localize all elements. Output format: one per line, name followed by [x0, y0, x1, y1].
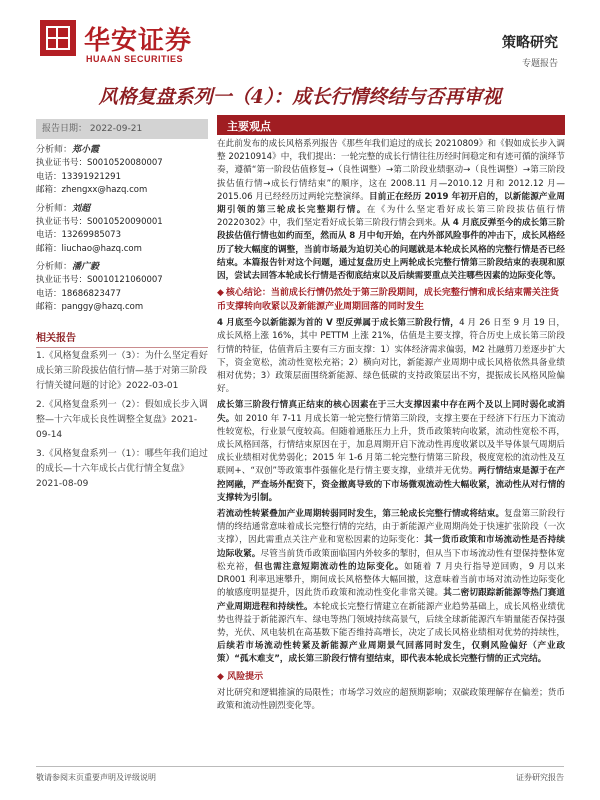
disclaimer-note: 敬请参阅末页重要声明及评级说明 [36, 773, 156, 782]
footer-label: 证券研究报告 [516, 773, 564, 782]
related-reports-list [36, 349, 208, 496]
analyst-role: 分析师： [36, 262, 73, 272]
company-name-en: HUAAN SECURITIES [86, 54, 184, 64]
analyst-email[interactable]: 邮箱：panggy@hazq.com [36, 302, 144, 312]
report-subtype: 专题报告 [521, 59, 558, 69]
analyst-block [36, 260, 208, 315]
text-span-bold: 两行情结束是源于在产控网融，严查场外配资下，资金撤离导致的下市场微观流动性大幅收紧，流动性从对行情的支撑转为引制。 [217, 466, 565, 503]
report-type: 策略研究 [502, 35, 558, 51]
analyst-email[interactable]: 邮箱：liuchao@hazq.com [36, 243, 142, 254]
analyst-role: 分析师： [36, 145, 73, 155]
text-span: 如随着 7 月央行指导逆回购，9 月以来 DR001 利率迅速攀升，期间成长风格整体大幅回撤，这意味着当前市场对流动性边际变化的敏感度明显提升，因此货币政策和流动性变化非常关键。 [217, 561, 565, 599]
related-report-link[interactable]: 3.《风格复盘系列一（1）：哪些年我们追过的成长—十六年成长占优行情全复盘》2021-08-09 [36, 449, 208, 489]
text-span: 在此前发布的成长风格系列报告《那些年我们追过的成长 20210809》和《假如成长步入调整 20210914》中，我们提出：一轮完整的成长行情往往历经时间稳定和有迹可循的演绎节奏，遵循“第一阶段估值修复→（良性调整）→第二阶段业绩驱动→（良性调整）→第三阶段拔估值行情→成长行情结束”的顺序，这在 2008.11 月—2010.12 月和 2012.12 月—2015.06 月已经经历过两轮完整演绎。 [217, 139, 565, 202]
key-conclusion-text: 核心结论：当前成长行情仍然处于第三阶段期间，成长完整行情和成长结束需关注货币支撑转向收紧以及新能源产业周期回落的同时发生 [217, 288, 559, 312]
company-logo-icon [40, 20, 76, 56]
text-span-bold: 若流动性转紧叠加产业周期转弱同时发生，第三轮成长完整行情或将结束。 [217, 509, 505, 520]
paragraph [217, 399, 565, 505]
related-report-link[interactable]: 1.《风格复盘系列一（3）：为什么坚定看好成长第三阶段拔估值行情—基于对第三阶段行情关键问题的讨论》2022-03-01 [36, 351, 208, 391]
risk-heading-text: 风险提示 [227, 671, 264, 682]
analyst-email[interactable]: 邮箱：zhengxx@hazq.com [36, 185, 148, 195]
text-span-bold: 但也需注意短期流动性的边际变化。 [254, 561, 405, 572]
analyst-phone: 电话：13391921291 [36, 171, 121, 182]
section-header [217, 115, 565, 135]
analyst-block [36, 143, 208, 198]
analyst-block [36, 202, 208, 257]
paragraph [217, 508, 565, 666]
analyst-role: 分析师： [36, 203, 73, 214]
text-span: 尽管当前货币政策面临国内外较多的掣肘，但从当下市场流动性有望保持整体宽松充裕， [217, 548, 565, 572]
report-header [0, 0, 600, 80]
text-span: 复盘第三阶段行情的终结通常意味着成长完整行情的完结，由于新能源产业周期尚处于快速扩张阶段（一次支撑），因此需重点关注产业和宽松因素的边际变化： [217, 509, 565, 546]
section-title: 主要观点 [227, 120, 271, 133]
text-span: 在《为什么坚定看好成长第三阶段拔估值行情 20220302》中，我们坚定看好成长第三阶段行情会到来。 [217, 205, 565, 229]
company-name-cn: 华安证券 [84, 26, 193, 56]
analyst-name: 郑小霞 [72, 145, 100, 155]
analyst-cert: 执业证书号：S0010520090001 [36, 216, 163, 227]
diamond-bullet-icon: ◆ [217, 671, 228, 682]
related-report-link[interactable]: 2.《风格复盘系列一（2）：假如成长步入调整—十六年成长良性调整全复盘》2021-09-14 [36, 400, 208, 440]
main-content [217, 115, 565, 713]
text-span-bold: 目前正在经历 2019 年初开启的，以新能源产业周期引领的第三轮成长完整期行情。 [217, 191, 565, 216]
left-sidebar [36, 119, 208, 489]
text-span-bold: 4 月底至今以新能源为首的 V 型反弹属于成长第三阶段行情， [217, 318, 460, 329]
text-span-bold: 其二密切跟踪新能源等热门赛道产业周期进程和持续性。 [217, 588, 565, 612]
analyst-name: 潘广毅 [72, 262, 100, 272]
analyst-name: 刘超 [72, 203, 91, 214]
report-date: 报告日期： 2022-09-21 [36, 119, 208, 139]
analyst-cert: 执业证书号：S0010121060007 [36, 275, 163, 285]
key-conclusion [217, 287, 565, 314]
risk-paragraph: 对比研究和逻辑推演的局限性；市场学习效应的超预期影响；双碳政策理解存在偏差；货币政策和流动性剧烈变化等。 [217, 687, 565, 711]
text-span-bold: 成长第三阶段行情真正结束的核心因素在于三大支撑因素中存在两个及以上同时弱化或消失。 [217, 400, 565, 424]
report-title: 风格复盘系列一（4）：成长行情终结与否再审视 [98, 86, 502, 108]
text-span-bold: 从 4 月底反弹至今的成长第三阶段拔估值行情也如约而至，然而从 8 月中旬开始，在内外部风险事件的冲击下，成长风格经历了较大幅度的调整，当前市场最为迫切关心的问题就是本轮成长风格的完整行情是否已经结束。本篇报告针对这个问题，通过复盘历史上两轮成长完整行情第三阶段结束的表现和原因，尝试去回答本轮成长行情是否彻底结束以及后续需要重点关注哪些因素的边际变化等。 [217, 218, 566, 282]
diamond-bullet-icon: ◆ [217, 288, 224, 299]
text-span-bold: 后续若市场流动性转紧及新能源产业周期景气回落同时发生，仅剩风险偏好（产业政策）“孤木难支”，成长第三阶段行情有望结束，即代表本轮成长完整行情的正式完结。 [217, 641, 565, 665]
text-span: 如 2010 年 7-11 月成长第一轮完整行情第三阶段，支撑主要在于经济下行压力下流动性较宽松，行业景气度较高。但随着通胀压力上升，货币政策转向收紧，流动性宽松不再，成长风格回落，行情结束原因在于，加息周期开启下流动性再度收紧以及半导体景气周期后成长业绩相对优势弱化；2015 年 1-6 月第二轮完整行情第三阶段，极度宽松的流动性及互联网+、“双创”等政策事件强催化是行情主要支撑，业绩并无优势。 [217, 413, 565, 477]
analyst-cert: 执业证书号：S0010520080007 [36, 158, 163, 168]
analyst-phone: 电话：18686823477 [36, 288, 121, 299]
text-span: 本轮成长完整行情建立在新能源产业趋势基础上，成长风格业绩优势也得益于新能源汽车、绿电等热门领域持续高景气，后续全球新能源汽车销量能否保持强势，光伏、风电装机在高基数下能否维持高增长，决定了成长风格业绩相对优势的持续性， [217, 601, 565, 638]
analyst-phone: 电话：13269985073 [36, 230, 121, 240]
risk-heading [217, 670, 565, 684]
related-reports-heading: 相关报告 [36, 329, 208, 348]
paragraph [217, 138, 565, 283]
page-footer [36, 766, 564, 782]
paragraph [217, 317, 565, 396]
text-span: 4 月 26 日至 9 月 19 日，成长风格上涨 16%，其中 PETTM 上涨 21%，估值是主要支撑，符合历史上成长第三阶段行情的特征，估值背后主要有三方面支撑：1）实体经济需求偏弱，M2 社融剪刀差逐步扩大下，资金宽松，流动性宽松充裕；2）横向对比，新能源产业周期中成长风格依然具备业绩相对优势；3）政策层面围绕新能源、绿色低碳的支持政策层出不穷，提振成长风格风险偏好。 [217, 318, 565, 395]
text-span-bold: 其一货币政策和市场流动性是否持续边际收紧。 [217, 535, 565, 559]
